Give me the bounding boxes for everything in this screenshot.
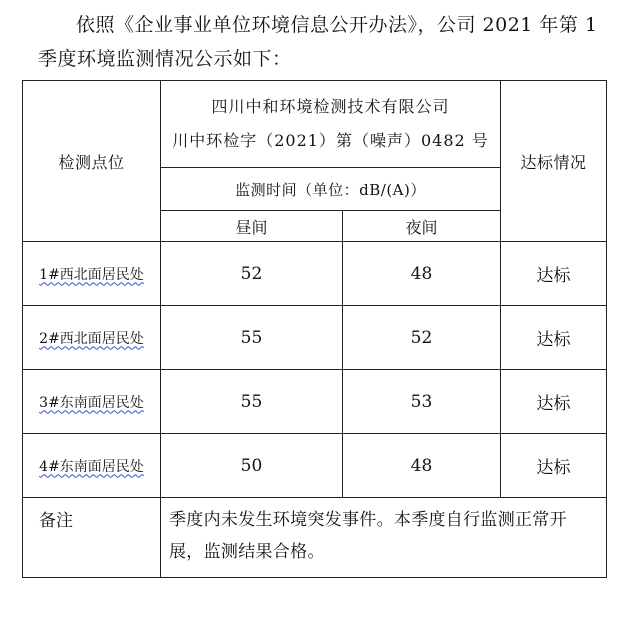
row-point: 1#西北面居民处 bbox=[23, 242, 161, 306]
header-org-cell bbox=[161, 81, 501, 168]
intro-paragraph: 依照《企业事业单位环境信息公开办法》，公司 2021 年第 1 季度环境监测情况公示如下： bbox=[38, 14, 598, 70]
row-point: 4#东南面居民处 bbox=[23, 434, 161, 498]
row-status: 达标 bbox=[501, 306, 607, 370]
table-row bbox=[23, 434, 607, 498]
row-status: 达标 bbox=[501, 434, 607, 498]
note-label: 备注 bbox=[23, 498, 161, 578]
header-status-column: 达标情况 bbox=[501, 81, 607, 242]
note-row bbox=[23, 498, 607, 578]
row-night-value: 48 bbox=[343, 242, 501, 306]
org-name: 四川中和环境检测技术有限公司 bbox=[211, 97, 450, 116]
row-night-value: 52 bbox=[343, 306, 501, 370]
note-text: 季度内未发生环境突发事件。本季度自行监测正常开展，监测结果合格。 bbox=[161, 498, 607, 578]
row-day-value: 50 bbox=[161, 434, 343, 498]
row-status: 达标 bbox=[501, 370, 607, 434]
header-point-column: 检测点位 bbox=[23, 81, 161, 242]
table-row bbox=[23, 370, 607, 434]
header-unit: 监测时间（单位：dB/(A)） bbox=[161, 168, 501, 211]
table-row bbox=[23, 306, 607, 370]
row-night-value: 48 bbox=[343, 434, 501, 498]
header-day: 昼间 bbox=[161, 211, 343, 242]
row-point: 3#东南面居民处 bbox=[23, 370, 161, 434]
row-status: 达标 bbox=[501, 242, 607, 306]
row-point: 2#西北面居民处 bbox=[23, 306, 161, 370]
monitoring-table bbox=[22, 80, 607, 578]
row-day-value: 55 bbox=[161, 370, 343, 434]
row-night-value: 53 bbox=[343, 370, 501, 434]
header-night: 夜间 bbox=[343, 211, 501, 242]
table-row bbox=[23, 242, 607, 306]
report-number: 川中环检字（2021）第（噪声）0482 号 bbox=[172, 131, 489, 150]
row-day-value: 55 bbox=[161, 306, 343, 370]
row-day-value: 52 bbox=[161, 242, 343, 306]
